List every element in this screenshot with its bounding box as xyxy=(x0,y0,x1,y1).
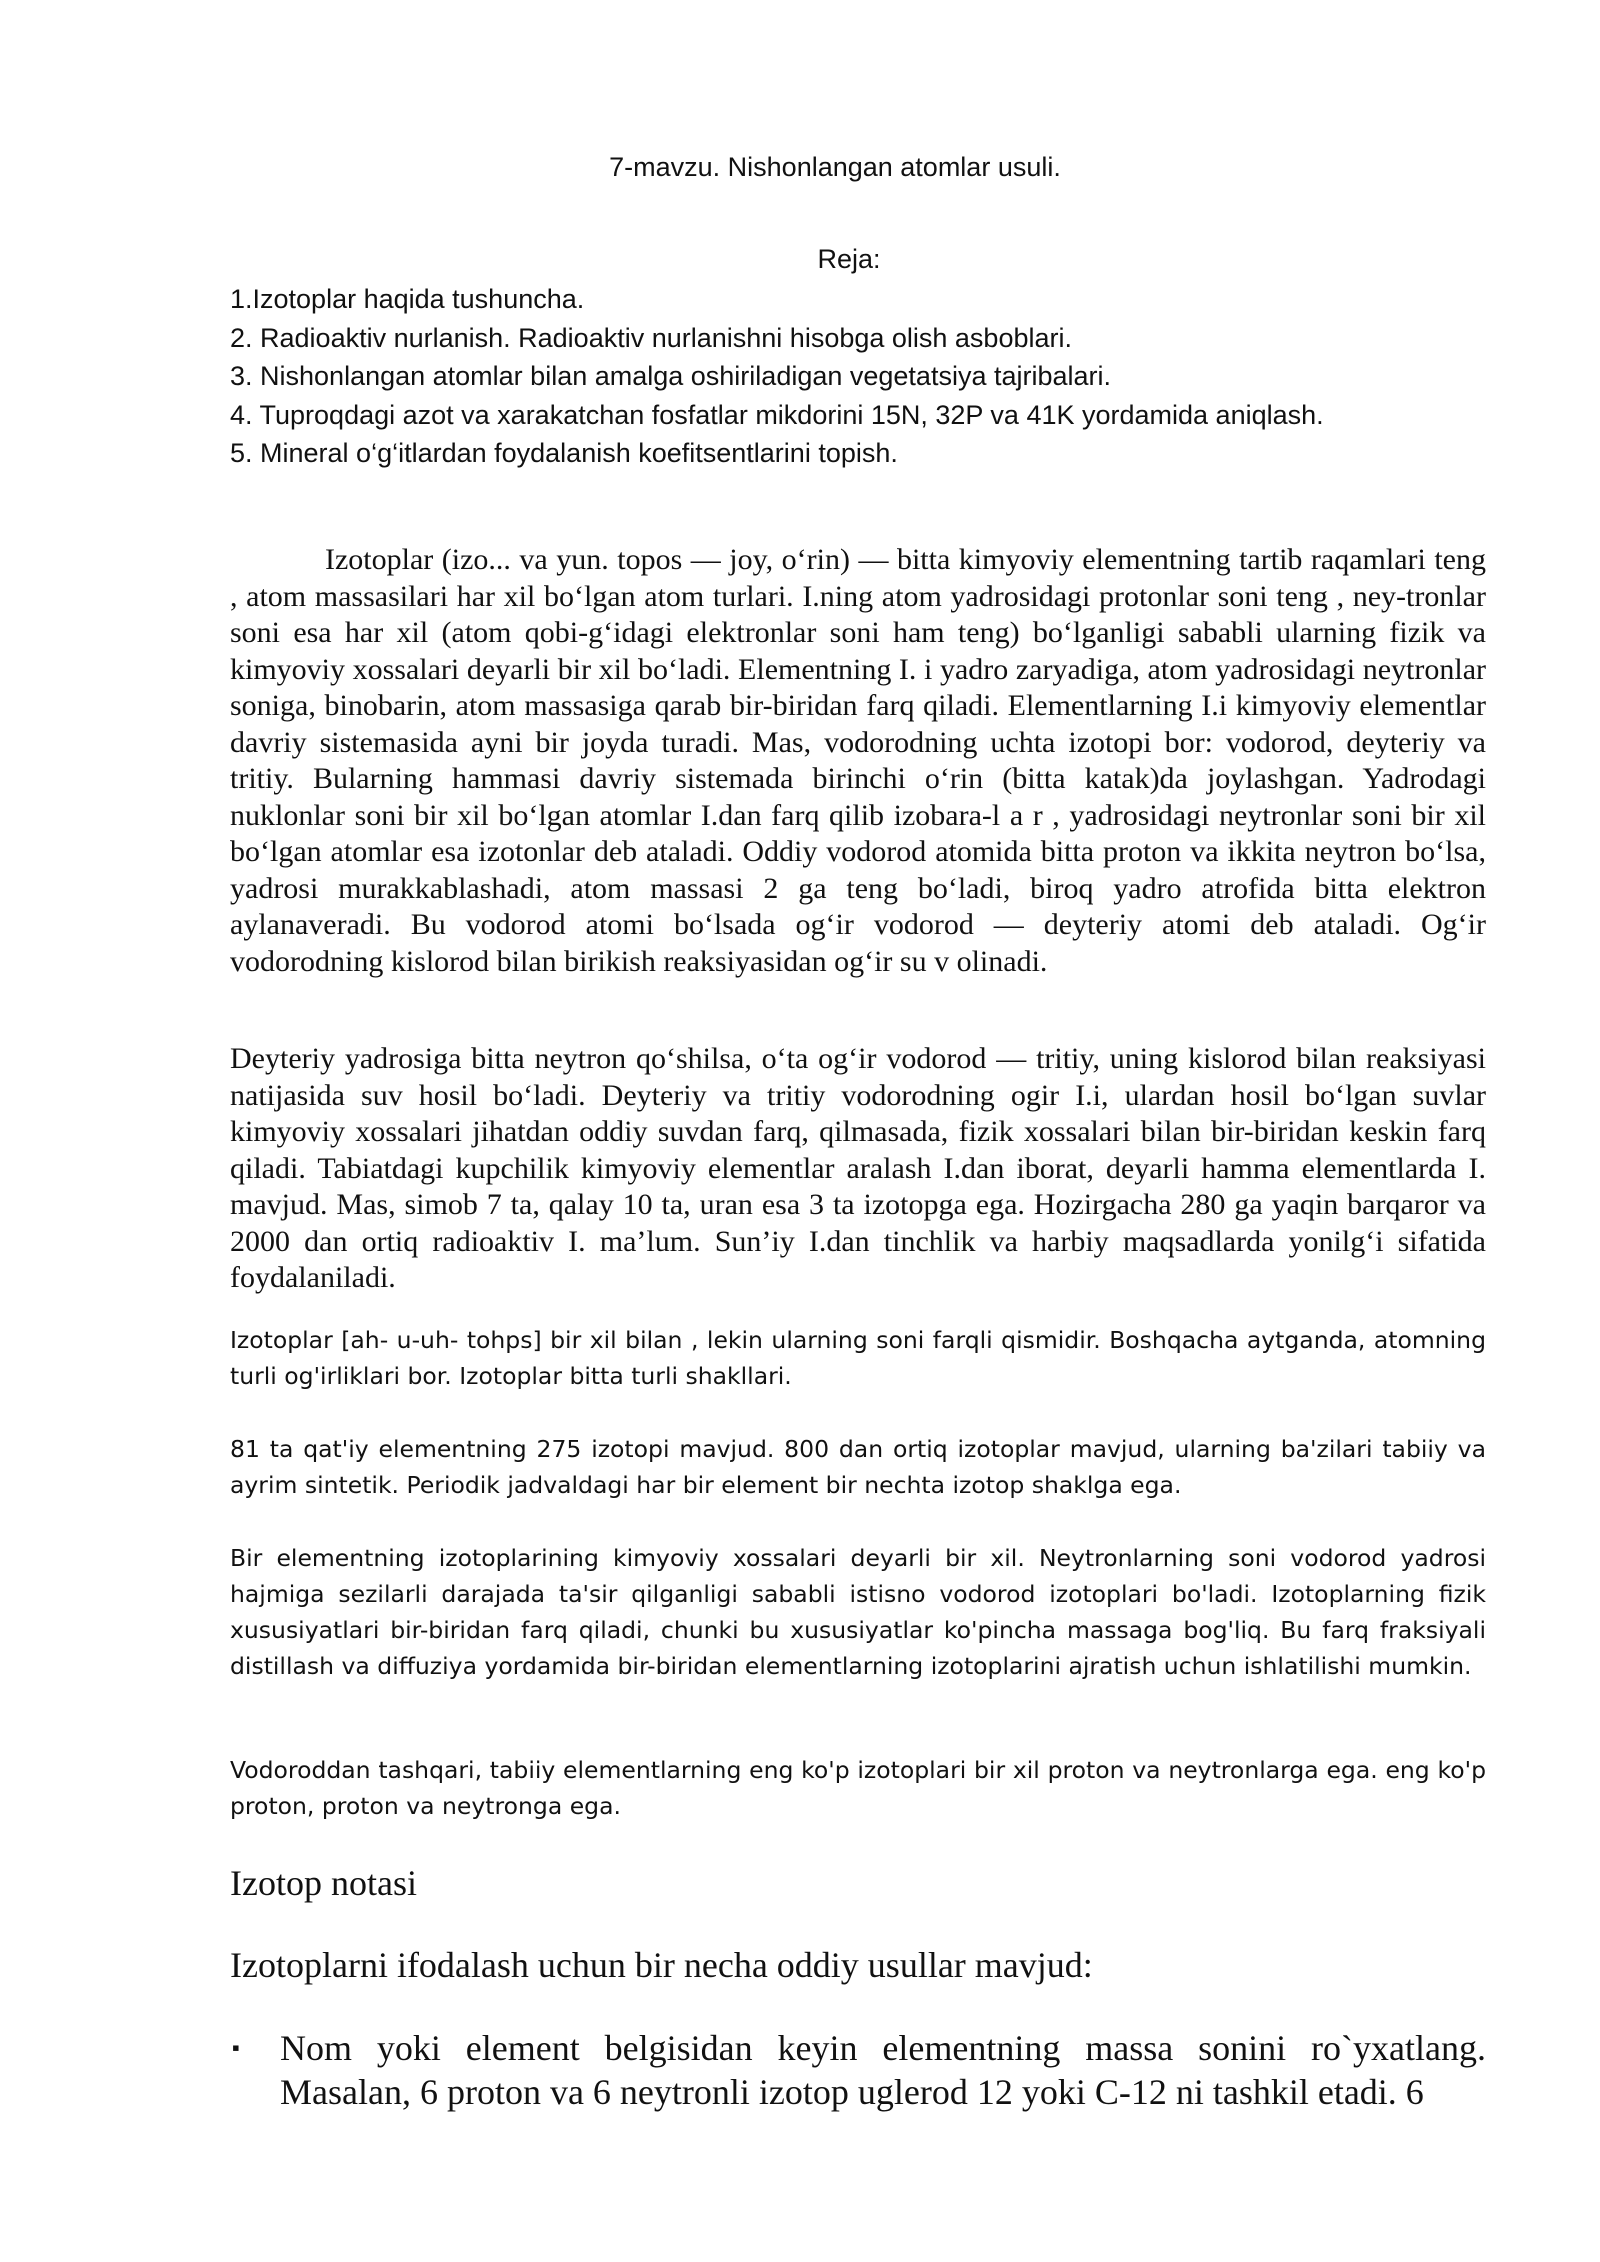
plan-heading: Reja: xyxy=(817,244,881,274)
plan-item: 4. Tuproqdagi azot va xarakatchan fosfatlar mikdorini 15N, 32P va 41K yordamida aniqlash. xyxy=(230,399,1324,430)
plan-list xyxy=(230,280,1490,473)
paragraph-deuterium-tritium: Deyteriy yadrosiga bitta neytron qo‘shilsa, o‘ta og‘ir vodorod — tritiy, uning kislorod bilan reaksiyasi natijasida suv hosil bo‘ladi. Deyteriy va tritiy vodorodning ogir I.i, ulardan hosil bo‘lgan suvlar kimyoviy xossalari jihatdan oddiy suvdan farq, qilmasada, fizik xossalari bilan bir-biridan keskin farq qiladi. Tabiatdagi kupchilik kimyoviy elementlar aralash I.dan iborat, deyarli hamma elementlarda I. mavjud. Mas, simob 7 ta, qalay 10 ta, uran esa 3 ta izotopga ega. Hozirgacha 280 ga yaqin barqaror va 2000 dan ortiq radioaktiv I. ma’lum. Sun’iy I.dan tinchlik va harbiy maqsadlarda yonilg‘i sifatida foydalaniladi. xyxy=(230,1042,1486,1294)
section-heading-notation: Izotop notasi xyxy=(230,1863,417,1903)
methods-bullet-list xyxy=(230,2026,1486,2114)
section-heading-methods: Izotoplarni ifodalash uchun bir necha oddiy usullar mavjud: xyxy=(230,1945,1093,1985)
paragraph-isotopes-definition: Izotoplar (izo... va yun. topos — joy, o‘rin) — bitta kimyoviy elementning tartib raqamlari teng , atom massasilari har xil bo‘lgan atom turlari. I.ning atom yadrosidagi protonlar soni teng , ney-tronlar soni esa har xil (atom qobi-g‘idagi elektronlar soni ham teng) bo‘lganligi sababli ularning fizik va kimyoviy xossalari deyarli bir xil bo‘ladi. Elementning I. i yadro zaryadiga, atom yadrosidagi neytronlar soniga, binobarin, atom massasiga qarab bir-biridan farq qiladi. Elementlarning I.i kimyoviy elementlar davriy sistemasida ayni bir joyda turadi. Mas, vodorodning uchta izotopi bor: vodorod, deyteriy va tritiy. Bularning hammasi davriy sistemada birinchi o‘rin (bitta katak)da joylashgan. Yadrodagi nuklonlar soni bir xil bo‘lgan atomlar I.dan farq qilib izobara-l a r , yadrosidagi neytronlar soni bir xil bo‘lgan atomlar esa izotonlar deb ataladi. Oddiy vodorod atomida bitta proton va ikkita neytron bo‘lsa, yadrosi murakkablashadi, atom massasi 2 ga teng bo‘ladi, biroq yadro atrofida bitta elektron aylanaveradi. Bu vodorod atomi bo‘lsada og‘ir vodorod — deyteriy atomi deb ataladi. Og‘ir vodorodning kislorod bilan birikish reaksiyasidan og‘ir su v olinadi. xyxy=(230,543,1486,978)
plan-item: 1.Izotoplar haqida tushuncha. xyxy=(230,284,585,314)
bullet-text: Nom yoki element belgisidan keyin elementning massa sonini ro`yxatlang. Masalan, 6 proton va 6 neytronli izotop uglerod 12 yoki C-12 ni tashkil etadi. 6 xyxy=(280,2028,1486,2112)
plan-item: 2. Radioaktiv nurlanish. Radioaktiv nurlanishni hisobga olish asboblari. xyxy=(230,322,1072,353)
paragraph-hydrogen-exception: Vodoroddan tashqari, tabiiy elementlarning eng ko'p izotoplari bir xil proton va neytronlarga ega. eng ko'p proton, proton va neytronga ega. xyxy=(230,1756,1486,1820)
bullet-item xyxy=(230,2026,1486,2114)
document-title: 7-mavzu. Nishonlangan atomlar usuli. xyxy=(609,152,1061,182)
paragraph-isotope-count: 81 ta qat'iy elementning 275 izotopi mavjud. 800 dan ortiq izotoplar mavjud, ularning ba'zilari tabiiy va ayrim sintetik. Periodik jadvaldagi har bir element bir nechta izotop shaklga ega. xyxy=(230,1435,1486,1499)
plan-item: 5. Mineral o‘g‘itlardan foydalanish koefitsentlarini topish. xyxy=(230,438,898,468)
square-bullet-icon: ▪ xyxy=(232,2035,240,2060)
paragraph-chemical-properties: Bir elementning izotoplarining kimyoviy xossalari deyarli bir xil. Neytronlarning soni vodorod yadrosi hajmiga sezilarli darajada ta'sir qilganligi sababli istisno vodorod izotoplari bo'ladi. Izotoplarning fizik xususiyatlari bir-biridan farq qiladi, chunki bu xususiyatlar ko'pincha massaga bog'liq. Bu farq fraksiyali distillash va diffuziya yordamida bir-biridan elementlarning izotoplarini ajratish uchun ishlatilishi mumkin. xyxy=(230,1544,1486,1680)
plan-item: 3. Nishonlangan atomlar bilan amalga oshiriladigan vegetatsiya tajribalari. xyxy=(230,361,1112,391)
paragraph-isotopes-forms: Izotoplar [ah- u-uh- tohps] bir xil bilan , lekin ularning soni farqli qismidir. Boshqacha aytganda, atomning turli og'irliklari bor. Izotoplar bitta turli shakllari. xyxy=(230,1326,1486,1390)
